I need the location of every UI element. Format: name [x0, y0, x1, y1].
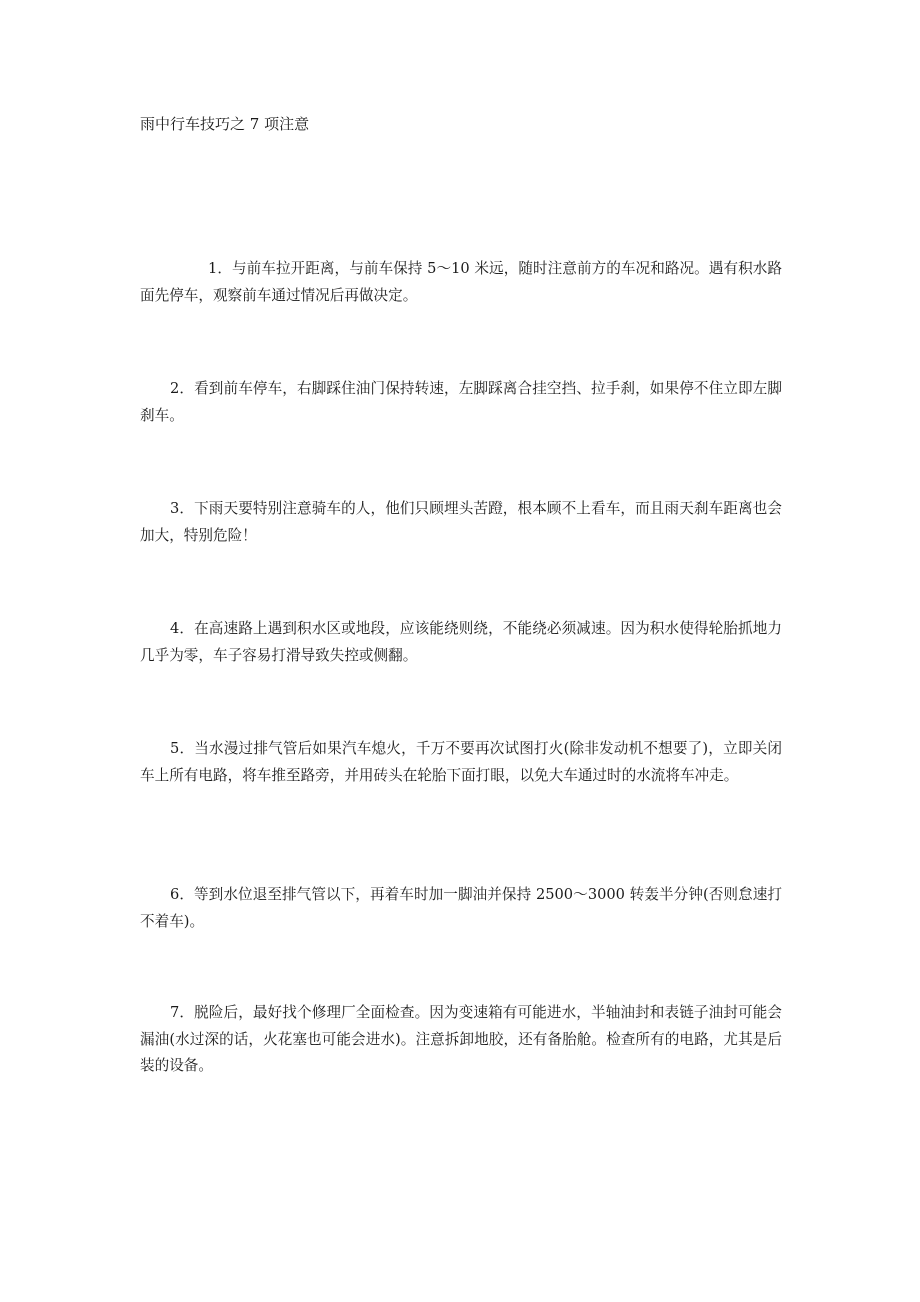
- paragraph-1: 1．与前车拉开距离，与前车保持 5～10 米远，随时注意前方的车况和路况。遇有积水路面先停车，观察前车通过情况后再做决定。: [140, 260, 782, 304]
- paragraph-6: 6．等到水位退至排气管以下，再着车时加一脚油并保持 2500～3000 转轰半分钟(否则怠速打不着车)。: [140, 886, 782, 930]
- document-title: 雨中行车技巧之 7 项注意: [140, 115, 310, 133]
- paragraph-2: 2．看到前车停车，右脚踩住油门保持转速，左脚踩离合挂空挡、拉手刹，如果停不住立即左脚刹车。: [140, 380, 782, 424]
- paragraph-7: 7．脱险后，最好找个修理厂全面检查。因为变速箱有可能进水，半轴油封和表链子油封可能会漏油(水过深的话，火花塞也可能会进水)。注意拆卸地胶，还有备胎舱。检查所有的电路，尤其是后装的设备。: [140, 1004, 782, 1074]
- paragraph-5: 5．当水漫过排气管后如果汽车熄火，千万不要再次试图打火(除非发动机不想要了)，立即关闭车上所有电路，将车推至路旁，并用砖头在轮胎下面打眼，以免大车通过时的水流将车冲走。: [140, 740, 782, 784]
- paragraph-3: 3．下雨天要特别注意骑车的人，他们只顾埋头苦蹬，根本顾不上看车，而且雨天刹车距离也会加大，特别危险！: [140, 500, 782, 544]
- paragraph-4: 4．在高速路上遇到积水区或地段，应该能绕则绕，不能绕必须减速。因为积水使得轮胎抓地力几乎为零，车子容易打滑导致失控或侧翻。: [140, 620, 782, 664]
